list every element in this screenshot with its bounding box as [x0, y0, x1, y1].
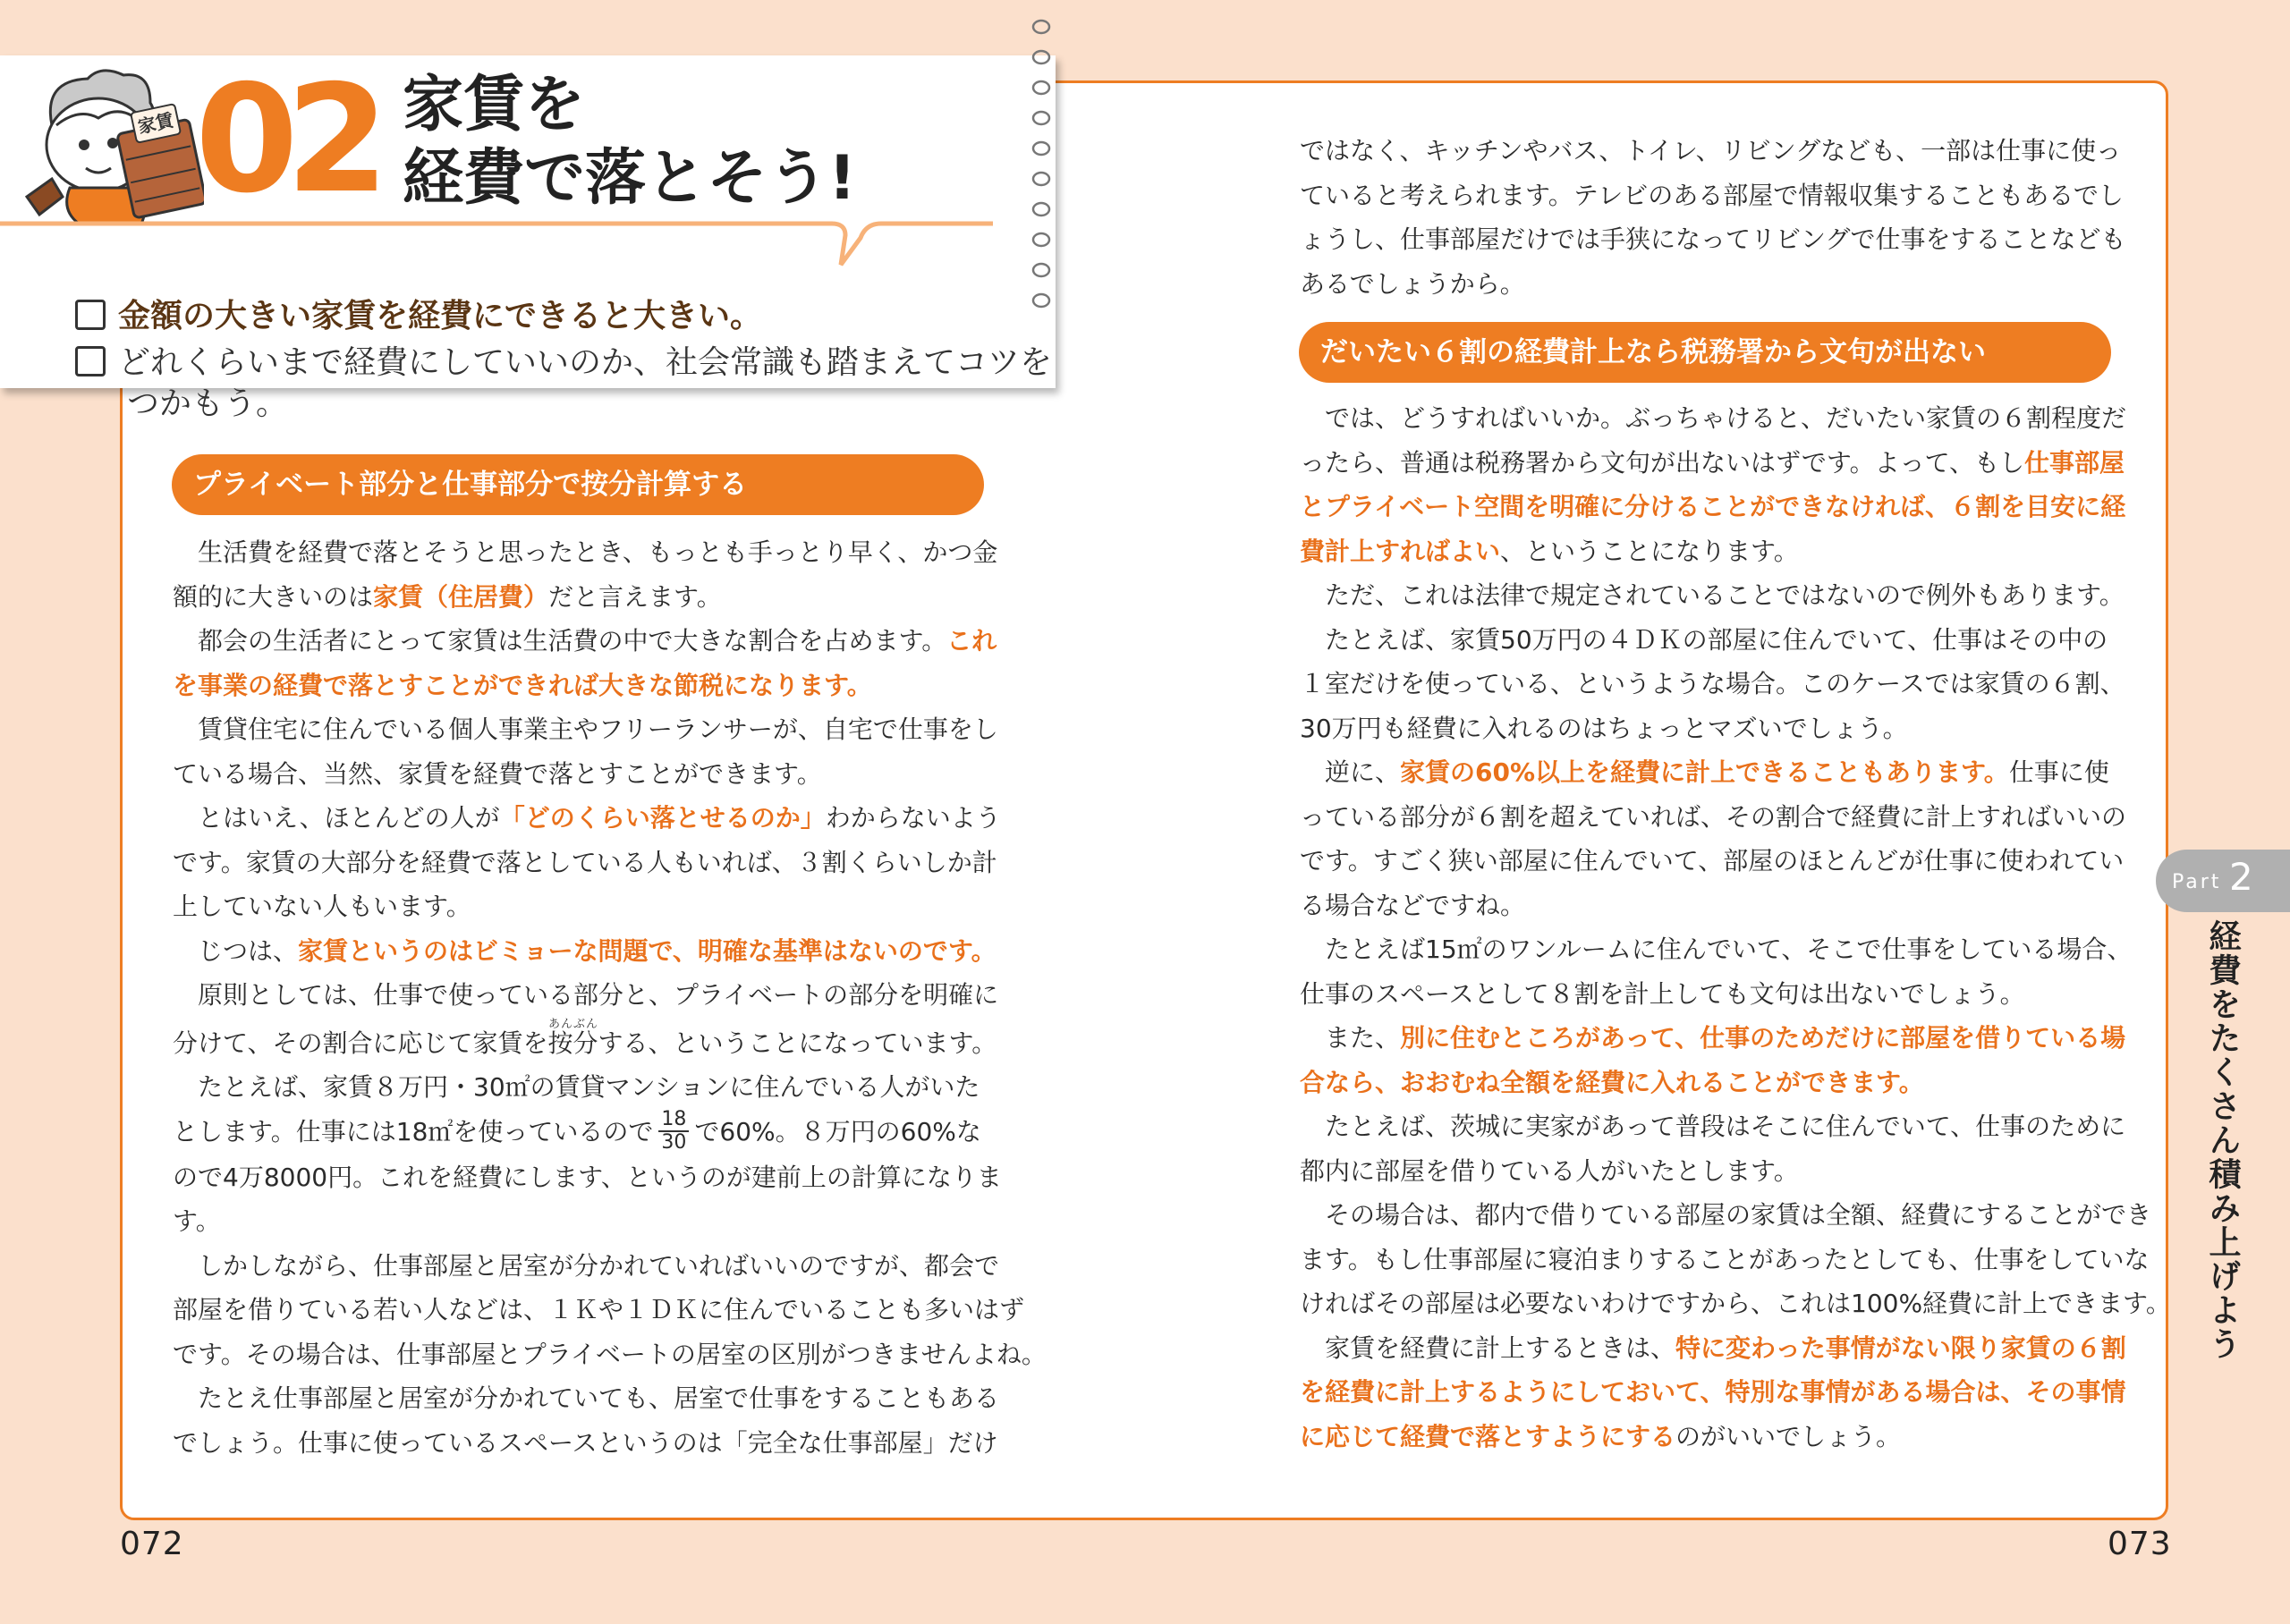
paragraph-line: ただ、これは法律で規定されていることではないので例外もあります。	[1300, 580, 2125, 610]
highlight-text: を経費に計上するようにしておいて、特別な事情がある場合は、その事情	[1300, 1377, 2126, 1407]
paragraph-line: ではなく、キッチンやバス、トイレ、リビングなども、一部は仕事に使っ	[1300, 136, 2122, 165]
paragraph-line: 原則としては、仕事で使っている部分と、プライベートの部分を明確に	[173, 980, 999, 1010]
paragraph-line: 生活費を経費で落とそうと思ったとき、もっとも手っとり早く、かつ金	[173, 537, 998, 567]
section-heading-right: だいたい６割の経費計上なら税務署から文句が出ない	[1299, 322, 2111, 383]
paragraph-line: です。その場合は、仕事部屋とプライベートの居室の区別がつきませんよね。	[173, 1339, 1047, 1369]
page-number-left: 072	[120, 1526, 184, 1562]
section-heading-left: プライベート部分と仕事部分で按分計算する	[172, 454, 984, 515]
right-body-text-top	[1300, 129, 2132, 306]
paragraph-line: 費計上すればよい、ということになります。	[1300, 536, 1799, 566]
title-underline	[0, 213, 993, 266]
paragraph-line: ければその部屋は必要ないわけですから、これは100%経費に計上できます。	[1300, 1289, 2171, 1318]
checkbox-icon[interactable]	[75, 300, 106, 330]
highlight-text: 家賃の60%以上を経費に計上できることもあります。	[1400, 757, 2009, 787]
paragraph-line: 部屋を借りている若い人などは、１Ｋや１ＤＫに住んでいることも多いはず	[173, 1295, 1025, 1324]
highlight-text: とプライベート空間を明確に分けることができなければ、６割を目安に経	[1300, 492, 2126, 521]
highlight-text: 家賃というのはビミョーな問題で、明確な基準はないのです。	[298, 935, 997, 966]
paragraph-line: しかしながら、仕事部屋と居室が分かれていればいいのですが、都会で	[173, 1250, 1000, 1281]
paragraph-line: じつは、家賃というのはビミョーな問題で、明確な基準はないのです。	[173, 935, 997, 966]
paragraph-line: たとえ仕事部屋と居室が分かれていても、居室で仕事をすることもある	[173, 1383, 1000, 1413]
paragraph-line: 30万円も経費に入れるのはちょっとマズいでしょう。	[1300, 713, 1908, 743]
paragraph-line: 都会の生活者にとって家賃は生活費の中で大きな割合を占めます。これ	[173, 626, 997, 656]
paragraph-line: ていると考えられます。テレビのある部屋で情報収集することもあるでし	[1300, 180, 2124, 210]
binder-rings	[1029, 16, 1056, 320]
paragraph-line: でしょう。仕事に使っているスペースというのは「完全な仕事部屋」だけ	[173, 1427, 998, 1458]
header-card	[0, 54, 1056, 422]
paragraph-line: です。家賃の大部分を経費で落としている人もいれば、３割くらいしか計	[173, 847, 997, 877]
part-number: 2	[2229, 855, 2253, 899]
fraction: $\frac{18}{30}$	[658, 1109, 689, 1154]
highlight-text: 費計上すればよい	[1300, 536, 1501, 566]
left-body-text	[173, 530, 1047, 1465]
paragraph-line: 仕事のスペースとして８割を計上しても文句は出ないでしょう。	[1300, 978, 2025, 1009]
highlight-text: 合なら、おおむね全額を経費に入れることができます。	[1300, 1067, 1924, 1097]
checkbox-icon[interactable]	[75, 346, 106, 376]
checklist-text-2-cont: つかもう。	[127, 385, 289, 422]
paragraph-line: では、どうすればいいか。ぶっちゃけると、だいたい家賃の６割程度だ	[1300, 403, 2127, 433]
checklist-item-1	[75, 295, 762, 338]
mascot-sign-text: 家賃	[136, 109, 176, 138]
paragraph-line: 額的に大きいのは家賃（住居費）だと言えます。	[173, 581, 722, 612]
ruby-annotation: 按分あんぶん	[547, 1017, 598, 1058]
paragraph-line: 賃貸住宅に住んでいる個人事業主やフリーランサーが、自宅で仕事をし	[173, 715, 998, 744]
paragraph-line: とはいえ、ほとんどの人が「どのくらい落とせるのか」わからないよう	[173, 803, 1001, 833]
page-title-line2: 経費で落とそう!	[403, 143, 857, 214]
page-number-right: 073	[2108, 1526, 2172, 1562]
highlight-text: 家賃（住居費）	[373, 581, 549, 612]
chapter-number: 02	[195, 54, 377, 226]
paragraph-line: です。すごく狭い部屋に住んでいて、部屋のほとんどが仕事に使われてい	[1300, 846, 2125, 875]
highlight-text: これ	[946, 626, 997, 656]
paragraph-line: 分けて、その割合に応じて家賃を按分あんぶんする、ということになっています。	[173, 1017, 997, 1058]
mascot-illustration	[16, 63, 204, 228]
highlight-text: に応じて経費で落とすようにする	[1300, 1421, 1676, 1451]
highlight-text: を事業の経費で落とすことができれば大きな節税になります。	[173, 670, 872, 700]
page-title-line1: 家賃を	[403, 70, 586, 140]
paragraph-line: たとえば、家賃８万円・30㎡の賃貸マンションに住んでいる人がいた	[173, 1072, 980, 1102]
paragraph-line: に応じて経費で落とすようにするのがいいでしょう。	[1300, 1421, 1902, 1451]
paragraph-line: ったら、普通は税務署から文句が出ないはずです。よって、もし仕事部屋	[1300, 447, 2125, 478]
paragraph-line: る場合などですね。	[1300, 890, 1526, 920]
right-body-text	[1300, 396, 2171, 1459]
checklist-text-2: どれくらいまで経費にしていいのか、社会常識も踏まえてコツを	[118, 344, 1053, 381]
part-label: Part	[2172, 871, 2222, 893]
paragraph-line: す。	[173, 1206, 221, 1236]
paragraph-line: 上していない人もいます。	[173, 892, 471, 921]
paragraph-line: 逆に、家賃の60%以上を経費に計上できることもあります。仕事に使	[1300, 757, 2109, 787]
highlight-text: 「どのくらい落とせるのか」	[499, 803, 826, 833]
paragraph-line: たとえば、家賃50万円の４ＤＫの部屋に住んでいて、仕事はその中の	[1300, 624, 2108, 655]
paragraph-line: １室だけを使っている、というような場合。このケースでは家賃の６割、	[1300, 669, 2125, 698]
paragraph-line: とします。仕事には18㎡を使っているので $\frac{18}{30}$ で60%。８万円の60%な	[173, 1107, 981, 1154]
highlight-text: 別に住むところがあって、仕事のためだけに部屋を借りている場	[1400, 1023, 2126, 1053]
paragraph-line: っている部分が６割を超えていれば、その割合で経費に計上すればいいの	[1300, 801, 2127, 832]
chapter-title-vertical: 経費をたくさん積み上げよう	[2204, 919, 2241, 1361]
paragraph-line: たとえば15㎡のワンルームに住んでいて、そこで仕事をしている場合、	[1300, 935, 2133, 964]
paragraph-line: ている場合、当然、家賃を経費で落とすことができます。	[173, 758, 822, 789]
paragraph-line: ょうし、仕事部屋だけでは手狭になってリビングで仕事をすることなども	[1300, 224, 2126, 254]
checklist-text-1: 金額の大きい家賃を経費にできると大きい。	[118, 298, 763, 334]
highlight-text: 仕事部屋	[2024, 447, 2125, 478]
paragraph-line: 家賃を経費に計上するときは、特に変わった事情がない限り家賃の６割	[1300, 1332, 2126, 1363]
paragraph-line: ます。もし仕事部屋に寝泊まりすることがあったとしても、仕事をしていな	[1300, 1244, 2150, 1274]
paragraph-line: 都内に部屋を借りている人がいたとします。	[1300, 1155, 1799, 1186]
paragraph-line: あるでしょうから。	[1300, 268, 1525, 299]
checklist-item-2	[75, 342, 1052, 385]
highlight-text: 特に変わった事情がない限り家賃の６割	[1675, 1332, 2126, 1363]
paragraph-line: たとえば、茨城に実家があって普段はそこに住んでいて、仕事のために	[1300, 1112, 2126, 1141]
paragraph-line: ので4万8000円。これを経費にします、というのが建前上の計算になりま	[173, 1162, 1002, 1192]
paragraph-line: その場合は、都内で借りている部屋の家賃は全額、経費にすることができ	[1300, 1200, 2152, 1230]
paragraph-line: また、別に住むところがあって、仕事のためだけに部屋を借りている場	[1300, 1023, 2126, 1053]
